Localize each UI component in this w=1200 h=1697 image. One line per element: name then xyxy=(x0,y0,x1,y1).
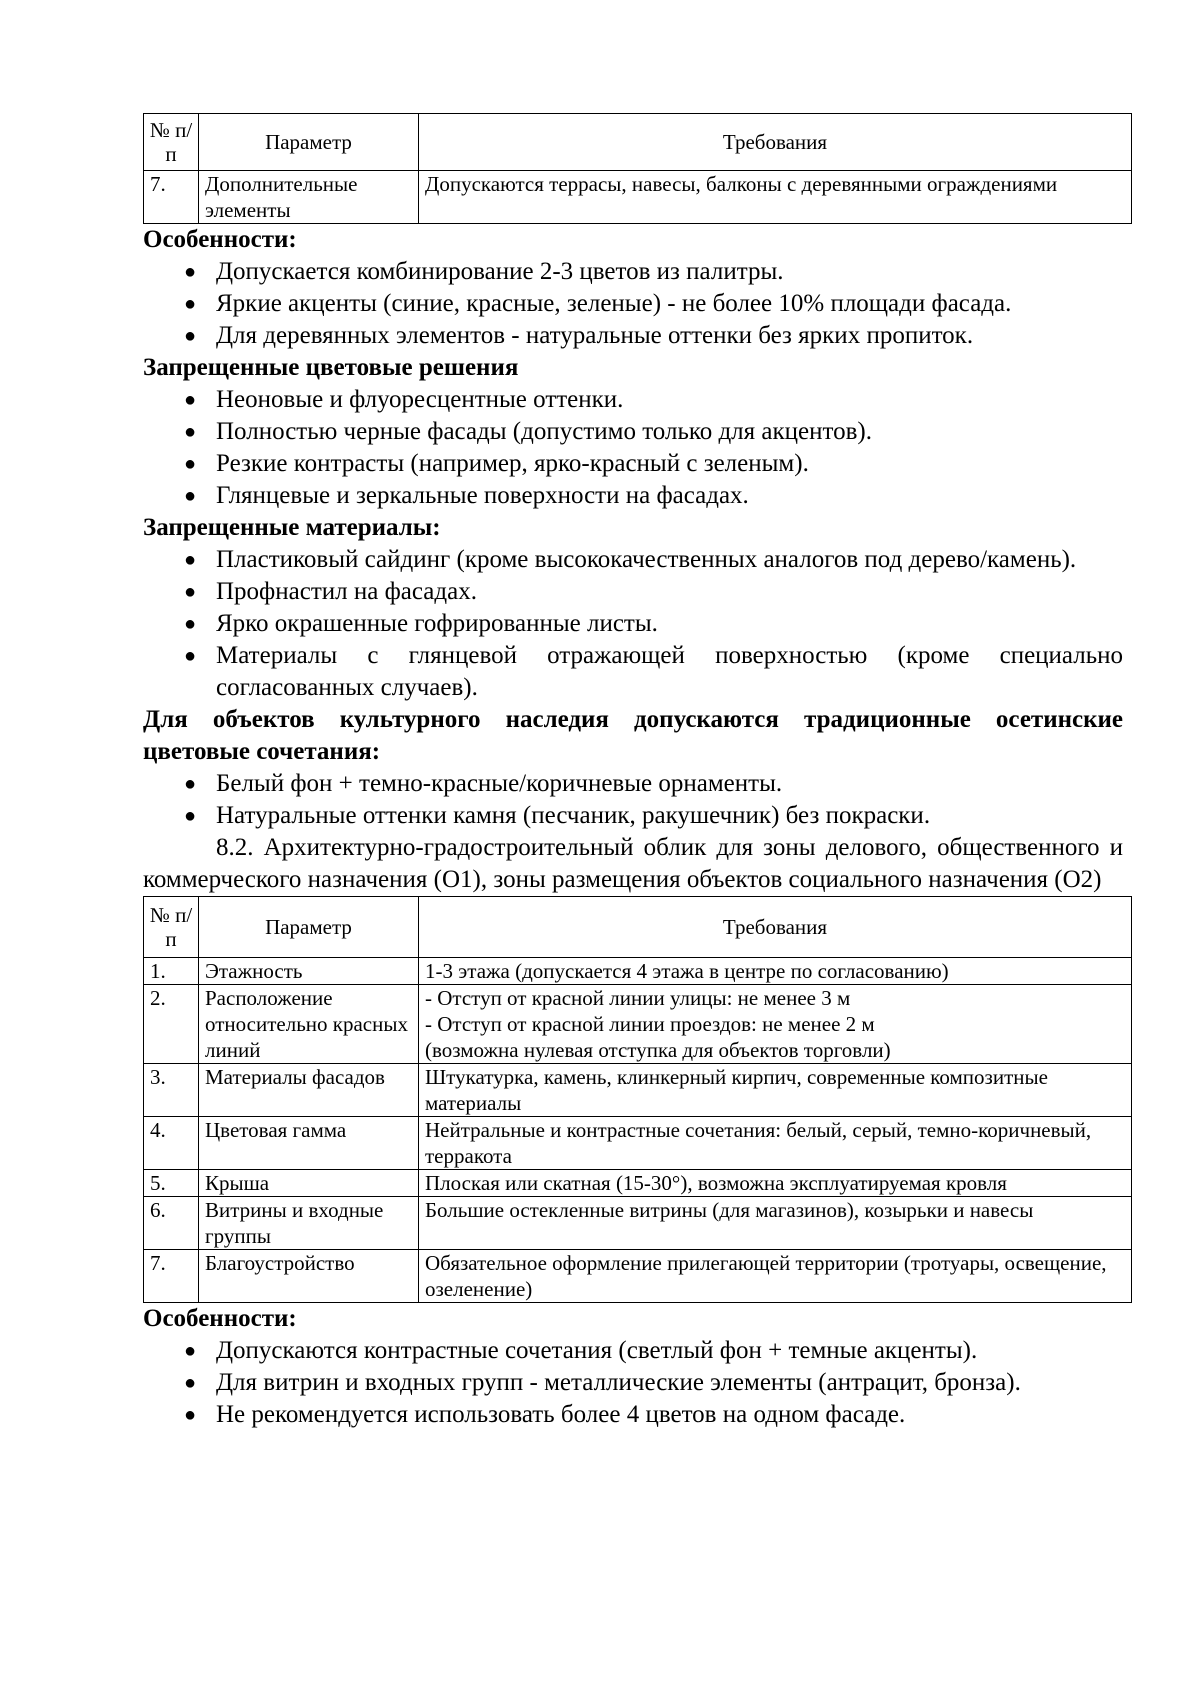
row-parameter: Этажность xyxy=(199,958,419,985)
table-row xyxy=(144,985,1132,1064)
requirements-table-1 xyxy=(143,113,1132,224)
header-number: № п/п xyxy=(144,897,199,958)
row-number: 3. xyxy=(144,1064,199,1117)
bullet-icon: ● xyxy=(184,613,197,635)
row-number: 6. xyxy=(144,1197,199,1250)
row-requirements: - Отступ от красной линии улицы: не менее 3 м - Отступ от красной линии проездов: не менее 2 м (возможна нулевая отступка для объектов торговли) xyxy=(419,985,1132,1064)
table-row xyxy=(144,1064,1132,1117)
list-item: ● Материалы с глянцевой отражающей поверхностью (кроме специально согласованных случаев). xyxy=(184,642,1123,701)
row-number: 7. xyxy=(144,1250,199,1303)
table-row xyxy=(144,1117,1132,1170)
bullet-icon: ● xyxy=(184,773,197,795)
bullet-icon: ● xyxy=(184,1372,197,1394)
forbidden-materials-list xyxy=(143,544,1123,704)
requirements-table-2 xyxy=(143,896,1132,1303)
section-heading-features: Особенности: xyxy=(143,226,297,253)
list-item: ● Ярко окрашенные гофрированные листы. xyxy=(143,608,1123,640)
section-paragraph-8-2: 8.2. Архитектурно-градостроительный облик для зоны делового, общественного и коммерческого назначения (О1), зоны размещения объектов социального назначения (О2) xyxy=(143,834,1123,893)
row-number: 2. xyxy=(144,985,199,1064)
table-row xyxy=(144,1250,1132,1303)
bullet-icon: ● xyxy=(184,389,197,411)
bullet-icon: ● xyxy=(184,325,197,347)
features-list xyxy=(143,256,1123,352)
row-number: 1. xyxy=(144,958,199,985)
bullet-icon: ● xyxy=(184,293,197,315)
row-requirements: 1-3 этажа (допускается 4 этажа в центре по согласованию) xyxy=(419,958,1132,985)
table-row xyxy=(144,171,1132,224)
table-header-row xyxy=(144,114,1132,171)
list-item: ● Яркие акценты (синие, красные, зеленые) - не более 10% площади фасада. xyxy=(143,288,1123,320)
section-heading-features-2: Особенности: xyxy=(143,1305,297,1332)
header-parameter: Параметр xyxy=(199,897,419,958)
header-parameter: Параметр xyxy=(199,114,419,171)
bullet-icon: ● xyxy=(184,549,197,571)
bullet-icon: ● xyxy=(184,645,197,667)
table-header-row xyxy=(144,897,1132,958)
row-number: 7. xyxy=(144,171,199,224)
list-item: ● Для витрин и входных групп - металлические элементы (антрацит, бронза). xyxy=(143,1367,1123,1399)
header-requirements: Требования xyxy=(419,114,1132,171)
bullet-icon: ● xyxy=(184,485,197,507)
row-parameter: Благоустройство xyxy=(199,1250,419,1303)
row-requirements: Штукатурка, камень, клинкерный кирпич, современные композитные материалы xyxy=(419,1064,1132,1117)
bullet-icon: ● xyxy=(184,1340,197,1362)
list-item: ● Пластиковый сайдинг (кроме высококачественных аналогов под дерево/камень). xyxy=(143,544,1123,576)
header-number: № п/п xyxy=(144,114,199,171)
header-requirements: Требования xyxy=(419,897,1132,958)
list-item: ● Белый фон + темно-красные/коричневые орнаменты. xyxy=(143,768,1123,800)
list-item: ● Для деревянных элементов - натуральные оттенки без ярких пропиток. xyxy=(143,320,1123,352)
section-heading-forbidden-materials: Запрещенные материалы: xyxy=(143,514,441,541)
list-item: ● Не рекомендуется использовать более 4 цветов на одном фасаде. xyxy=(143,1399,1123,1431)
section-heading-forbidden-colors: Запрещенные цветовые решения xyxy=(143,354,519,381)
bullet-icon: ● xyxy=(184,805,197,827)
bullet-icon: ● xyxy=(184,421,197,443)
section-heading-heritage: Для объектов культурного наследия допускаются традиционные осетинские цветовые сочетания: xyxy=(143,706,1123,765)
row-requirements: Большие остекленные витрины (для магазинов), козырьки и навесы xyxy=(419,1197,1132,1250)
row-parameter: Дополнительные элементы xyxy=(199,171,419,224)
list-item: ● Полностью черные фасады (допустимо только для акцентов). xyxy=(143,416,1123,448)
list-item: ● Профнастил на фасадах. xyxy=(143,576,1123,608)
row-number: 5. xyxy=(144,1170,199,1197)
row-parameter: Материалы фасадов xyxy=(199,1064,419,1117)
bullet-icon: ● xyxy=(184,581,197,603)
features-list-2 xyxy=(143,1335,1123,1431)
row-requirements: Допускаются террасы, навесы, балконы с деревянными ограждениями xyxy=(419,171,1132,224)
row-number: 4. xyxy=(144,1117,199,1170)
page-content xyxy=(143,113,1123,1431)
list-item: ● Натуральные оттенки камня (песчаник, ракушечник) без покраски. xyxy=(143,800,1123,832)
row-parameter: Витрины и входные группы xyxy=(199,1197,419,1250)
table-row xyxy=(144,1197,1132,1250)
forbidden-colors-list xyxy=(143,384,1123,512)
row-requirements: Плоская или скатная (15-30°), возможна эксплуатируемая кровля xyxy=(419,1170,1132,1197)
list-item: ● Глянцевые и зеркальные поверхности на фасадах. xyxy=(143,480,1123,512)
heritage-list xyxy=(143,768,1123,832)
table-row xyxy=(144,958,1132,985)
row-parameter: Расположение относительно красных линий xyxy=(199,985,419,1064)
list-item: ● Неоновые и флуоресцентные оттенки. xyxy=(143,384,1123,416)
bullet-icon: ● xyxy=(184,1404,197,1426)
table-row xyxy=(144,1170,1132,1197)
bullet-icon: ● xyxy=(184,261,197,283)
row-requirements: Нейтральные и контрастные сочетания: белый, серый, темно-коричневый, терракота xyxy=(419,1117,1132,1170)
row-parameter: Цветовая гамма xyxy=(199,1117,419,1170)
list-item: ● Допускается комбинирование 2-3 цветов из палитры. xyxy=(143,256,1123,288)
bullet-icon: ● xyxy=(184,453,197,475)
list-item: ● Допускаются контрастные сочетания (светлый фон + темные акценты). xyxy=(143,1335,1123,1367)
list-item: ● Резкие контрасты (например, ярко-красный с зеленым). xyxy=(143,448,1123,480)
row-parameter: Крыша xyxy=(199,1170,419,1197)
row-requirements: Обязательное оформление прилегающей территории (тротуары, освещение, озеленение) xyxy=(419,1250,1132,1303)
